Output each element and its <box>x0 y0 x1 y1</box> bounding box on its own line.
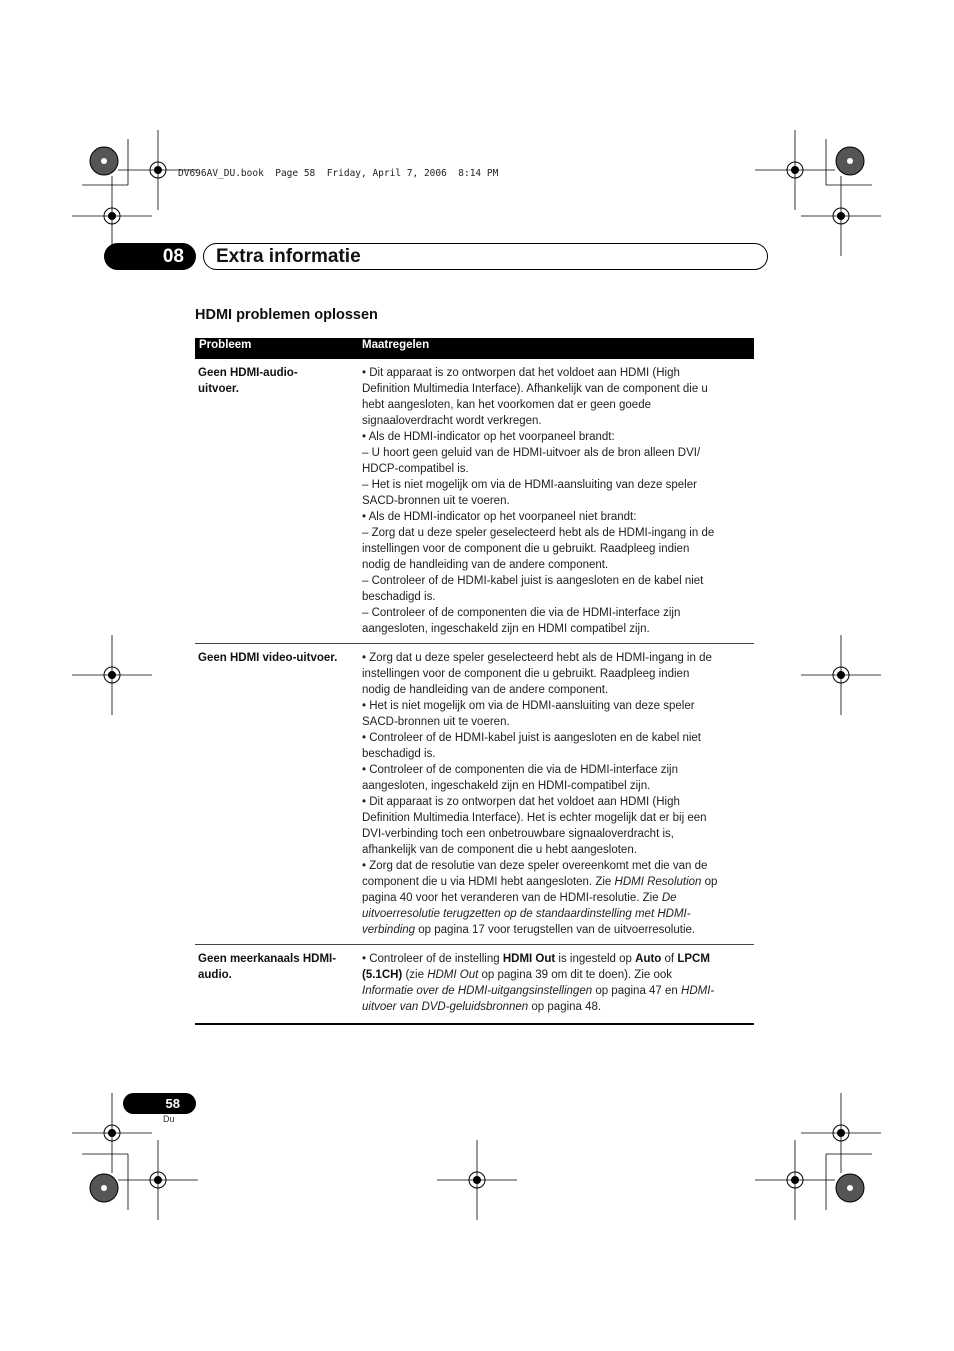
chapter-number: 08 <box>104 243 196 270</box>
chapter-title: Extra informatie <box>216 245 361 267</box>
measures-cell <box>358 949 754 1015</box>
measure-line: afhankelijk van de component die u hebt aangesloten. <box>362 844 637 856</box>
problem-text: uitvoer. <box>198 383 239 395</box>
measure-line: – Controleer of de HDMI-kabel juist is aangesloten en de kabel niet <box>362 575 704 587</box>
measure-line: verbinding op pagina 17 voor terugstellen van de uitvoerresolutie. <box>362 924 696 936</box>
measure-line: • Controleer of de componenten die via de HDMI-interface zijn <box>362 764 678 776</box>
measure-line: • Dit apparaat is zo ontworpen dat het voldoet aan HDMI (High <box>362 796 680 808</box>
measure-line: • Als de HDMI-indicator op het voorpaneel brandt: <box>362 431 615 443</box>
link-hdmi-resolution: HDMI Resolution <box>614 876 702 888</box>
book-info-line: DV696AV_DU.book Page 58 Friday, April 7, 2006 8:14 PM <box>178 168 499 179</box>
troubleshooting-table <box>195 338 754 1025</box>
measure-line: uitvoer van DVD-geluidsbronnen op pagina 48. <box>362 1001 602 1013</box>
measure-line: • Controleer of de HDMI-kabel juist is aangesloten en de kabel niet <box>362 732 701 744</box>
measure-line: nodig de handleiding van de andere component. <box>362 559 609 571</box>
measure-line: SACD-bronnen uit te voeren. <box>362 495 510 507</box>
measure-line: SACD-bronnen uit te voeren. <box>362 716 510 728</box>
measure-line: beschadigd is. <box>362 748 436 760</box>
measure-line: uitvoerresolutie terugzetten op de standaardinstelling met HDMI- <box>362 908 691 920</box>
problem-text: Geen meerkanaals HDMI- <box>198 953 337 965</box>
measure-line: hebt aangesloten, kan het voorkomen dat er geen goede <box>362 399 651 411</box>
measure-line: • Controleer of de instelling HDMI Out is ingesteld op Auto of LPCM <box>362 953 710 965</box>
measure-line: • Zorg dat u deze speler geselecteerd hebt als de HDMI-ingang in de <box>362 652 712 664</box>
problem-text: audio. <box>198 969 232 981</box>
measure-line: nodig de handleiding van de andere component. <box>362 684 609 696</box>
measure-line: (5.1CH) (zie HDMI Out op pagina 39 om dit te doen). Zie ook <box>362 969 673 981</box>
measure-line: beschadigd is. <box>362 591 436 603</box>
measure-line: Definition Multimedia Interface). Het is echter mogelijk dat er bij een <box>362 812 707 824</box>
section-title: HDMI problemen oplossen <box>195 307 378 323</box>
measure-line: – Het is niet mogelijk om via de HDMI-aansluiting van deze speler <box>362 479 697 491</box>
measure-line: Informatie over de HDMI-uitgangsinstellingen op pagina 47 en HDMI- <box>362 985 715 997</box>
measure-line: signaaloverdracht wordt verkregen. <box>362 415 542 427</box>
measure-line: • Het is niet mogelijk om via de HDMI-aansluiting van deze speler <box>362 700 695 712</box>
measure-line: instellingen voor de component die u gebruikt. Raadpleeg indien <box>362 668 690 680</box>
measure-line: – U hoort geen geluid van de HDMI-uitvoer als de bron alleen DVI/ <box>362 447 701 459</box>
measures-cell <box>358 648 754 938</box>
page-language: Du <box>163 1114 175 1124</box>
measure-line: – Zorg dat u deze speler geselecteerd hebt als de HDMI-ingang in de <box>362 527 715 539</box>
table-row <box>195 359 754 644</box>
table-row <box>195 945 754 1023</box>
measure-line: • Dit apparaat is zo ontworpen dat het voldoet aan HDMI (High <box>362 367 680 379</box>
page-number: 58 <box>123 1093 196 1114</box>
measure-line: • Zorg dat de resolutie van deze speler overeenkomt met die van de <box>362 860 708 872</box>
measure-line: instellingen voor de component die u gebruikt. Raadpleeg indien <box>362 543 690 555</box>
table-header <box>195 338 754 359</box>
measure-line: component die u via HDMI hebt aangesloten. Zie HDMI Resolution op <box>362 876 718 888</box>
header-problem: Probleem <box>199 339 252 351</box>
header-measures: Maatregelen <box>362 339 430 351</box>
measure-line: DVI-verbinding toch een onbetrouwbare signaaloverdracht is, <box>362 828 674 840</box>
table-row <box>195 644 754 945</box>
problem-text: Geen HDMI-audio- <box>198 367 298 379</box>
measure-line: • Als de HDMI-indicator op het voorpaneel niet brandt: <box>362 511 637 523</box>
problem-text: Geen HDMI video-uitvoer. <box>198 652 338 664</box>
measure-line: aangesloten, ingeschakeld zijn en HDMI-compatibel zijn. <box>362 780 651 792</box>
measures-cell <box>358 363 754 637</box>
chapter-title-box <box>203 243 768 270</box>
problem-cell <box>195 949 358 1015</box>
measure-line: Definition Multimedia Interface). Afhankelijk van de component die u <box>362 383 708 395</box>
measure-line: HDCP-compatibel is. <box>362 463 469 475</box>
problem-cell <box>195 648 358 938</box>
problem-cell <box>195 363 358 637</box>
measure-line: aangesloten, ingeschakeld zijn en HDMI compatibel zijn. <box>362 623 650 635</box>
measure-line: pagina 40 voor het veranderen van de HDMI-resolutie. Zie De <box>362 892 677 904</box>
measure-line: – Controleer of de componenten die via de HDMI-interface zijn <box>362 607 681 619</box>
